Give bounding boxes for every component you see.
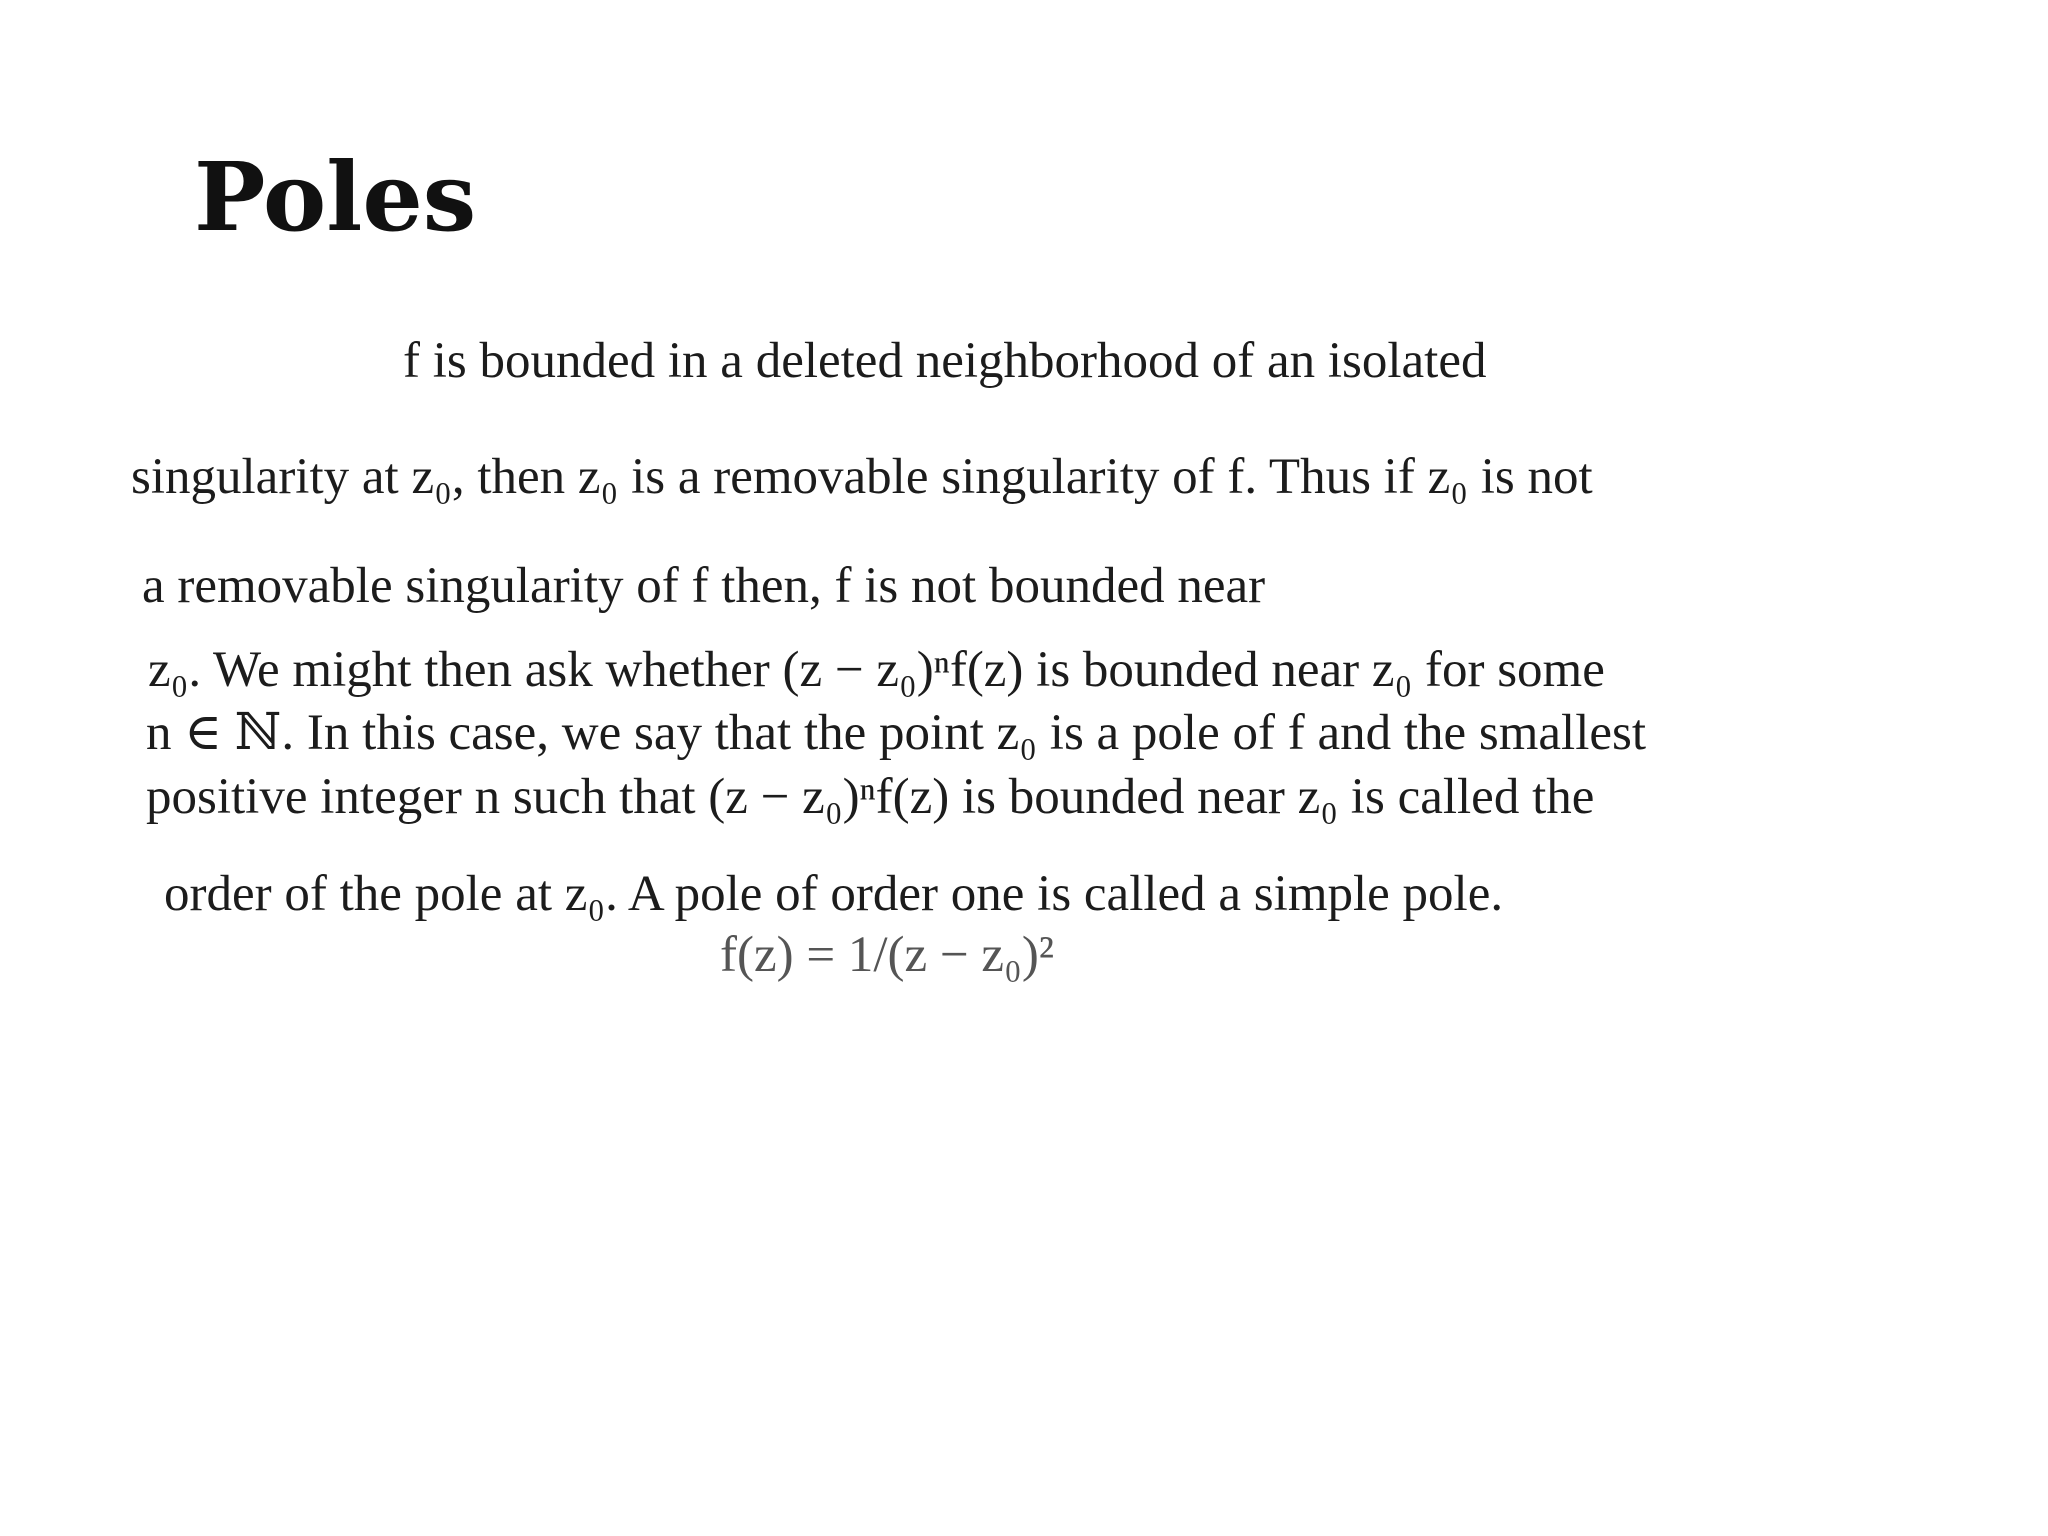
body-line-7: order of the pole at z₀. A pole of order one is called a simple pole. <box>164 866 1504 922</box>
body-line-4: z₀. We might then ask whether (z − z₀)ⁿf(z) is bounded near z₀ for some <box>148 642 1605 698</box>
body-line-1: f is bounded in a deleted neighborhood of an isolated <box>403 333 1487 389</box>
cropped-formula-line <box>720 927 1160 983</box>
body-line-6: positive integer n such that (z − z₀)ⁿf(z) is bounded near z₀ is called the <box>146 769 1595 825</box>
slide-title: Poles <box>194 142 477 253</box>
body-line-2: singularity at z₀, then z₀ is a removable singularity of f. Thus if z₀ is not <box>131 449 1593 505</box>
cropped-formula-text: f(z) = 1/(z − z₀)² <box>720 927 1055 983</box>
body-line-3: a removable singularity of f then, f is not bounded near <box>142 558 1266 614</box>
body-line-5: n ∈ ℕ. In this case, we say that the point z₀ is a pole of f and the smallest <box>146 705 1647 761</box>
